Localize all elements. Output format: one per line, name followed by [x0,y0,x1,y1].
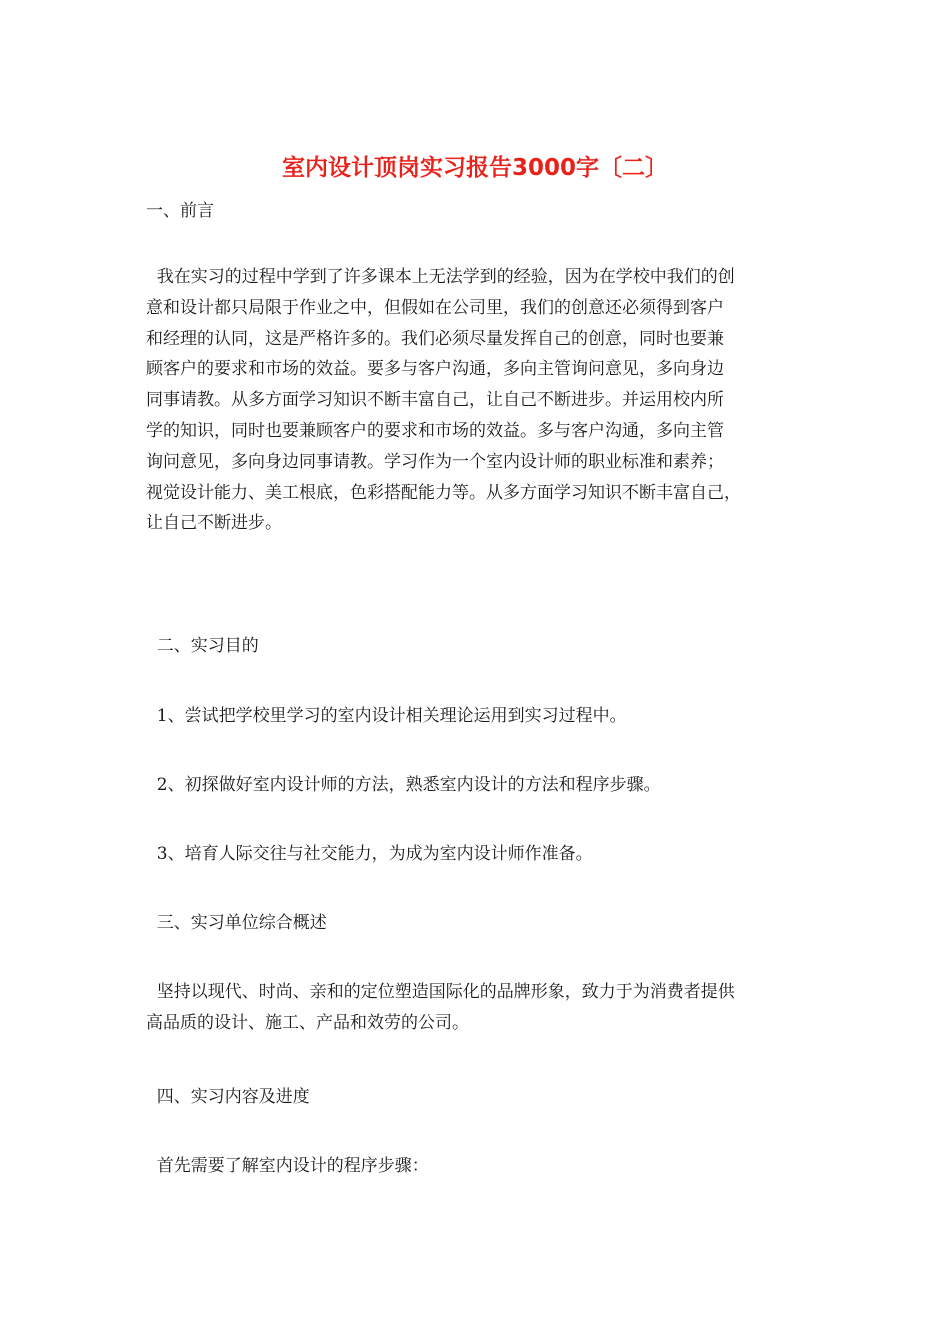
paragraph-line: 询问意见，多向身边同事请教。学习作为一个室内设计师的职业标准和素养； [146,451,724,472]
company-overview-paragraph [146,977,810,1039]
document-title: 室内设计顶岗实习报告3000字〔二〕 [281,155,668,181]
section-heading-content-progress: 四、实习内容及进度 [146,1087,310,1107]
preface-paragraph [146,262,810,539]
paragraph-line: 学的知识，同时也要兼顾客户的要求和市场的效益。多与客户沟通，多向主管 [146,420,724,441]
purpose-item: 2、初探做好室内设计师的方法，熟悉室内设计的方法和程序步骤。 [146,775,661,795]
paragraph-line: 让自己不断进步。 [146,513,282,534]
section-heading-purpose: 二、实习目的 [146,636,259,656]
paragraph-line: 高品质的设计、施工、产品和效劳的公司。 [146,1012,469,1033]
purpose-item: 1、尝试把学校里学习的室内设计相关理论运用到实习过程中。 [146,706,627,726]
section-heading-company-overview: 三、实习单位综合概述 [146,913,327,933]
paragraph-line: 意和设计都只局限于作业之中，但假如在公司里，我们的创意还必须得到客户 [146,297,724,318]
paragraph-line: 坚持以现代、时尚、亲和的定位塑造国际化的品牌形象，致力于为消费者提供 [146,982,735,1002]
purpose-item: 3、培育人际交往与社交能力，为成为室内设计师作准备。 [146,844,593,864]
paragraph-line: 视觉设计能力、美工根底，色彩搭配能力等。从多方面学习知识不断丰富自己， [146,482,741,503]
paragraph-line: 同事请教。从多方面学习知识不断丰富自己，让自己不断进步。并运用校内所 [146,390,724,411]
paragraph-line: 我在实习的过程中学到了许多课本上无法学到的经验，因为在学校中我们的创 [146,267,735,287]
section-heading-preface: 一、前言 [146,201,214,221]
content-intro: 首先需要了解室内设计的程序步骤： [146,1156,429,1176]
paragraph-line: 和经理的认同，这是严格许多的。我们必须尽量发挥自己的创意，同时也要兼 [146,328,724,349]
paragraph-line: 顾客户的要求和市场的效益。要多与客户沟通，多向主管询问意见，多向身边 [146,359,724,380]
